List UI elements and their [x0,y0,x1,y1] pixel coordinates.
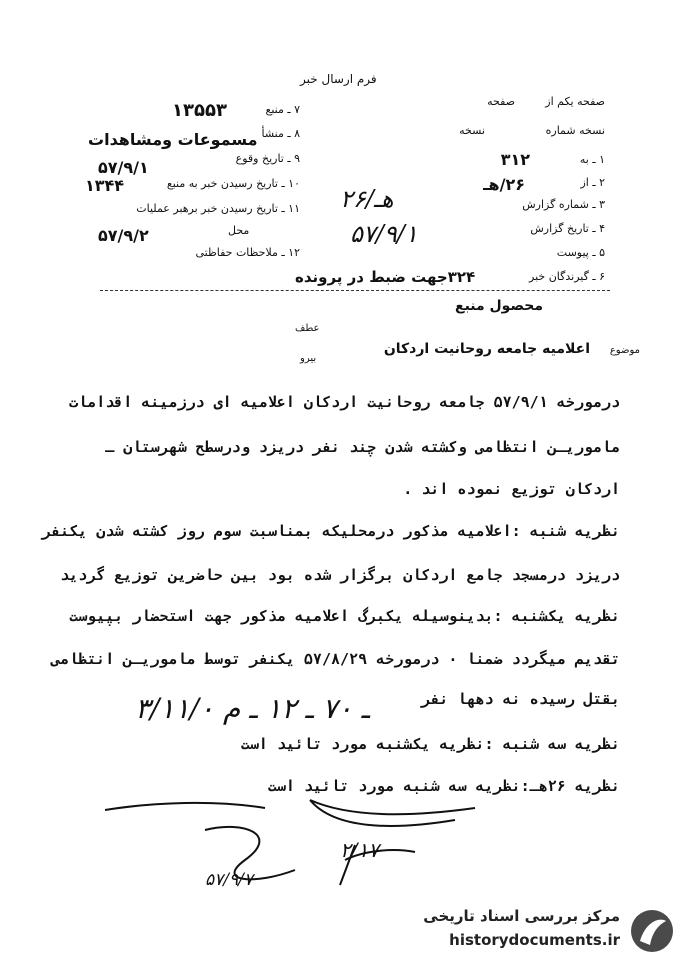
field-source-received-value: ۱۳۴۴ [85,176,125,195]
handwritten-ref-1: ۲۶/هـ [340,185,394,213]
header-divider [100,290,610,291]
field-page-value: صفحه [487,95,515,108]
field-security-notes-label: ۱۲ ـ ملاحظات حفاظتی [195,246,300,259]
product-label: محصول منبع [455,298,544,314]
field-to-value: ۳۱۲ [500,150,530,169]
handwritten-date: ۵۷/۹/۷ [205,870,253,890]
field-origin-label: ۸ ـ منشأ [261,127,300,140]
body-line-10: نظریه ۲۶هـ:نظریه سه شنبه مورد تائید است [267,777,620,795]
archive-logo [410,905,680,957]
bord-label: بیرو [300,353,317,364]
field-source-value: ۱۳۵۵۳ [172,100,227,121]
field-occurrence-date-value: ۵۷/۹/۱ [98,158,149,177]
body-line-8: بقتل رسیده نه دهها نفر [421,690,620,708]
body-line-6: نظریه یکشنبه :بدینوسیله یکبرگ اعلامیه مذکور جهت استحضار بپیوست [69,607,620,625]
handwritten-ref-2: ۵۷/۹/۱ [350,220,418,248]
field-page-label: صفحه یکم از [545,95,605,108]
field-location-label: محل [228,224,250,237]
file-stamp: ۳۲۴جهت ضبط در پرونده [295,268,476,286]
subject-label: موضوع [609,345,640,356]
field-location-value: ۵۷/۹/۲ [98,226,149,245]
field-origin-value: مسموعات ومشاهدات [88,130,258,149]
field-to-label: ۱ ـ به [579,153,605,166]
subject-value: اعلامیه جامعه روحانیت اردکان [383,341,590,357]
field-attachment-label: ۵ ـ پیوست [556,246,605,259]
body-line-3: اردکان توزیع نموده اند . [403,480,620,498]
field-copy-value: نسخه [459,124,485,137]
field-source-received-label: ۱۰ ـ تاریخ رسیدن خبر به منبع [166,177,300,190]
field-from-value: ۲۶/هـ [483,175,525,194]
logo-url: historydocuments.ir [449,931,620,949]
body-line-5: دریزد درمسجد جامع اردکان برگزار شده بود بین حاضرین توزیع گردید [60,566,620,584]
signature-strokes [95,790,555,900]
handwritten-initials: ۲/۱۷ [340,838,379,862]
logo-text: مرکز بررسی اسناد تاریخی [423,907,620,925]
handwritten-note: ۳/۱۱/۰ ـ ۷۰ ـ ۱۲ ـ م [135,692,370,725]
body-line-9: نظریه سه شنبه :نظریه یکشنبه مورد تائید است [240,735,620,753]
atf-label: عطف [295,323,320,334]
field-source-label: ۷ ـ منبع [265,103,300,116]
field-copy-label: نسخه شماره [545,124,605,137]
body-line-4: نظریه شنبه :اعلامیه مذکور درمحلیکه بمناسبت سوم روز کشته شدن یکنفر [42,522,620,540]
logo-emblem-icon [628,907,676,955]
field-report-date-label: ۴ ـ تاریخ گزارش [530,222,605,235]
form-title: فرم ارسال خبر [300,72,377,86]
field-report-number-label: ۳ ـ شماره گزارش [522,198,605,211]
body-line-7: تقدیم میگردد ضمنا ۰ درمورخه ۵۷/۸/۲۹ یکنفر توسط ماموریـن انتظامی [51,650,620,668]
body-line-2: ماموریـن انتظامی وکشته شدن چند نفر دریزد ودرسطح شهرستان ـ [105,438,620,456]
field-from-label: ۲ ـ از [580,176,605,189]
field-operations-received-label: ۱۱ ـ تاریخ رسیدن خبر برهبر عملیات [136,202,300,215]
body-line-1: درمورخه ۵۷/۹/۱ جامعه روحانیت اردکان اعلامیه ای درزمینه اقدامات [69,393,620,411]
field-recipients-label: ۶ ـ گیرندگان خبر [529,270,605,283]
field-occurrence-date-label: ۹ ـ تاریخ وقوع [235,152,300,165]
